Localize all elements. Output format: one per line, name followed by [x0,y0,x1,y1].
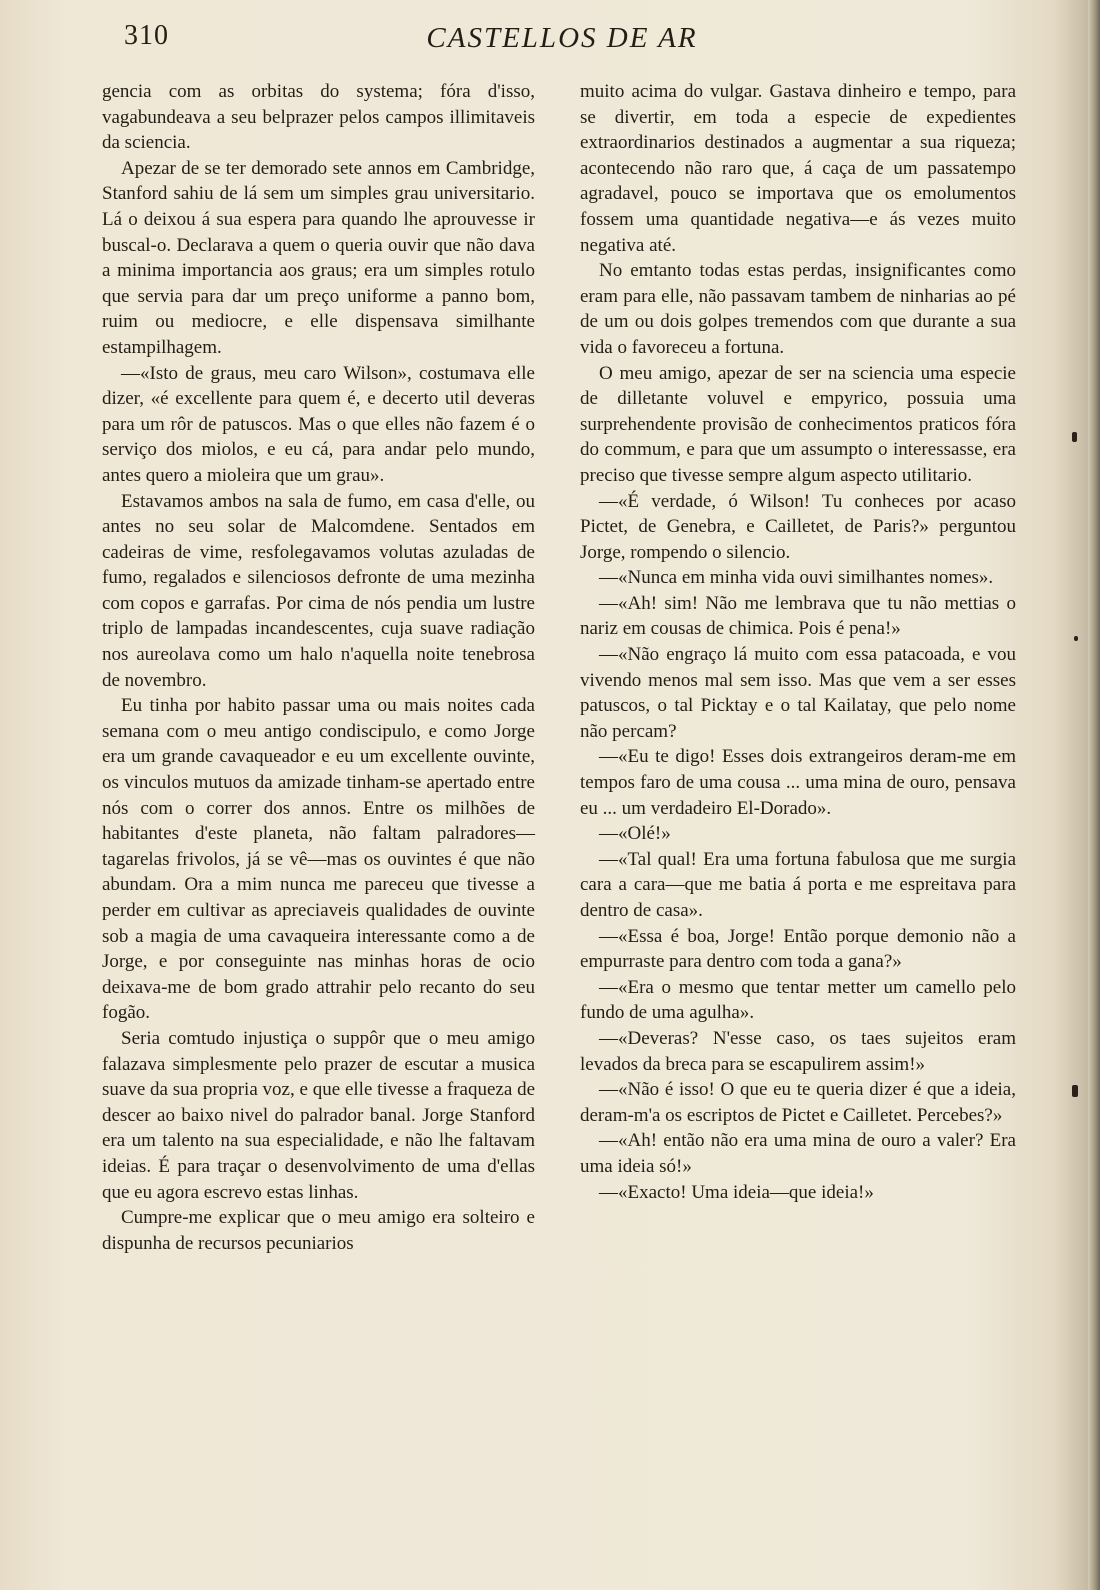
paragraph: —«Não é isso! O que eu te queria dizer é que a ideia, deram-m'a os escriptos de Pictet e Cailletet. Percebes?» [580,1079,1016,1126]
page-header [0,18,1100,62]
paragraph: Apezar de se ter demorado sete annos em Cambridge, Stanford sahiu de lá sem um simples grau universitario. Lá o deixou á sua espera para quando lhe aprouvesse ir buscal-o. Declarava a quem o queria ouvir que não dava a minima importancia aos graus; era um simples rotulo que servia para dar um preço uniforme a panno bom, ruim ou mediocre, e elle dispensava similhante estampilhagem. [102,157,535,358]
paragraph: —«Ah! sim! Não me lembrava que tu não mettias o nariz em cousas de chimica. Pois é pena!» [580,592,1016,640]
paragraph: Seria comtudo injustiça o suppôr que o meu amigo falazava simplesmente pelo prazer de escutar a musica suave da sua propria voz, e que elle tivesse a fraqueza de descer ao baixo nivel do palrador banal. Jorge Stanford era um talento na sua especialidade, e não lhe faltavam ideias. É para traçar o desenvolvimento de uma d'ellas que eu agora escrevo estas linhas. [102,1027,535,1203]
paragraph: gencia com as orbitas do systema; fóra d'isso, vagabundeava a seu belprazer pelos campos illimitaveis da sciencia. [102,81,535,154]
paragraph: O meu amigo, apezar de ser na sciencia uma especie de dilletante voluvel e empyrico, possuia uma surprehendente provisão de conhecimentos praticos fóra do commum, e para que um assumpto o interessasse, era preciso que tivesse sempre algum aspecto utilitario. [580,362,1016,486]
page-number: 310 [124,20,169,51]
paragraph: —«Era o mesmo que tentar metter um camello pelo fundo de uma agulha». [580,976,1016,1024]
paragraph: —«É verdade, ó Wilson! Tu conheces por acaso Pictet, de Genebra, e Cailletet, de Paris?» perguntou Jorge, rompendo o silencio. [580,490,1016,563]
paragraph: Eu tinha por habito passar uma ou mais noites cada semana com o meu antigo condiscipulo, e como Jorge era um grande cavaqueador e eu um excellente ouvinte, os vinculos mutuos da amizade tinham-se apertado entre nós com o correr dos annos. Entre os milhões de habitantes d'este planeta, não faltam palradores—tagarelas frivolos, já se vê—mas os ouvintes é que não abundam. Ora a mim nunca me pareceu que tivesse a perder em cultivar as apreciaveis qualidades de ouvinte sob a magia de uma cavaqueira interessante como a de Jorge, e por conseguinte nas minhas horas de ocio deixava-me de bom grado attrahir pelo recanto do seu fogão. [102,695,535,1024]
paragraph: —«Tal qual! Era uma fortuna fabulosa que me surgia cara a cara—que me batia á porta e me espreitava para dentro de casa». [580,848,1016,921]
margin-ink-mark [1072,1085,1078,1097]
right-text-column [580,79,1016,1205]
paragraph: —«Deveras? N'esse caso, os taes sujeitos eram levados da breca para se escapulirem assim!» [580,1027,1016,1075]
paragraph: —«Não engraço lá muito com essa patacoada, e vou vivendo menos mal sem isso. Mas que vem a ser esses patuscos, o tal Picktay e o tal Kailatay, que pelo nome não percam? [580,644,1016,742]
page-gutter-shadow [1088,0,1100,1590]
paragraph: muito acima do vulgar. Gastava dinheiro e tempo, para se divertir, em toda a especie de expedientes extraordinarios destinados a augmentar a sua riqueza; acontecendo não raro que, á caça de um passatempo agradavel, pouco se importava que os emolumentos fossem uma quantidade negativa—e ás vezes muito negativa até. [580,81,1016,256]
paragraph: —«Olé!» [599,823,671,845]
paragraph: Estavamos ambos na sala de fumo, em casa d'elle, ou antes no seu solar de Malcomdene. Sentados em cadeiras de vime, resfolegavamos volutas azuladas de fumo, regalados e silenciosos defronte de uma mezinha com copos e garrafas. Por cima de nós pendia um lustre triplo de lampadas incandescentes, cuja suave radiação nos aureolava como um halo n'aquella noite tenebrosa de novembro. [102,490,535,691]
running-title: CASTELLOS DE AR [426,22,698,54]
paragraph: —«Isto de graus, meu caro Wilson», costumava elle dizer, «é excellente para quem é, e decerto util deveras para um rôr de patuscos. Mas o que elles não fazem é o serviço dos miolos, e eu cá, para andar pelo mundo, antes quero a mioleira que um grau». [102,362,535,486]
paragraph: —«Exacto! Uma ideia—que ideia!» [599,1181,874,1203]
paragraph: No emtanto todas estas perdas, insignificantes como eram para elle, não passavam tambem de ninharias ao pé de um ou dois golpes tremendos com que durante a sua vida o favoreceu a fortuna. [580,260,1016,358]
paragraph: —«Eu te digo! Esses dois extrangeiros deram-me em tempos faro de uma cousa ... uma mina de ouro, pensava eu ... um verdadeiro El-Dorado». [580,746,1016,819]
margin-ink-mark [1072,432,1077,442]
left-text-column [102,79,535,1256]
margin-ink-mark [1074,636,1078,641]
paragraph: Cumpre-me explicar que o meu amigo era solteiro e dispunha de recursos pecuniarios [102,1207,535,1254]
paragraph: —«Nunca em minha vida ouvi similhantes nomes». [599,567,994,589]
paragraph: —«Essa é boa, Jorge! Então porque demonio não a empurraste para dentro com toda a gana?» [580,925,1016,973]
paragraph: —«Ah! então não era uma mina de ouro a valer? Era uma ideia só!» [580,1130,1016,1177]
